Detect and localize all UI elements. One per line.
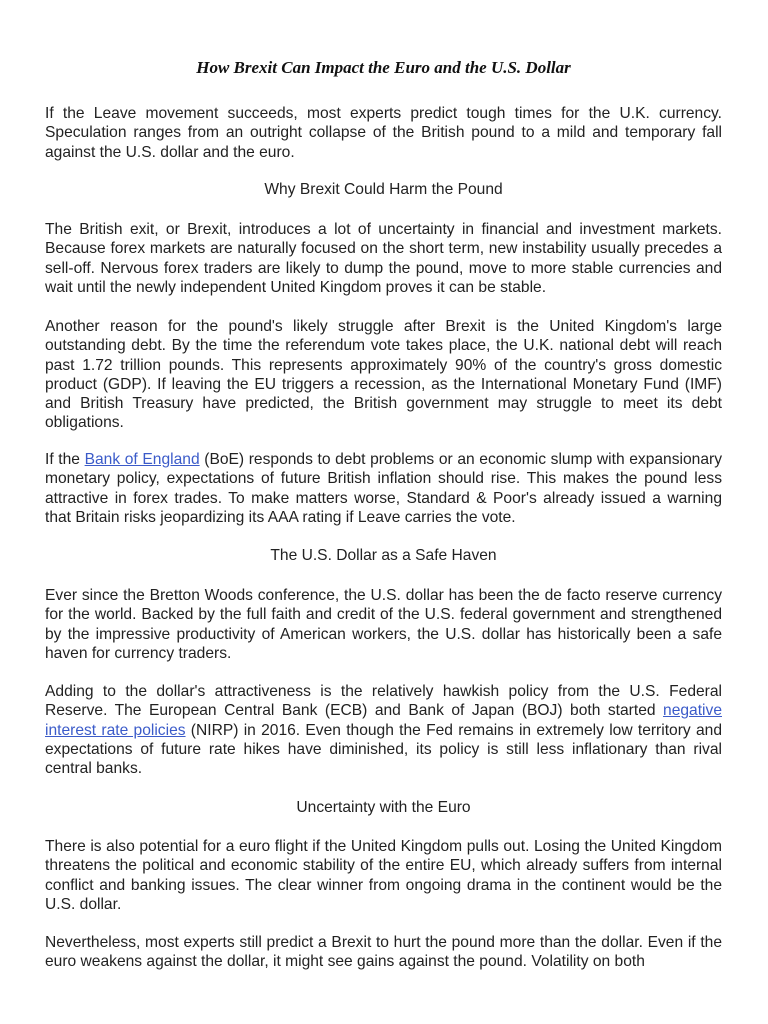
paragraph-brexit-uncertainty: The British exit, or Brexit, introduces a lot of uncertainty in financial and investment markets. Because forex markets are naturally focused on the short term, new instability usually precedes a sell-off. Nervous forex traders are likely to dump the pound, move to more stable currencies and wait until the newly independent United Kingdom proves it can be stable. <box>45 221 722 296</box>
boe-text-after: (BoE) responds to debt problems or an economic slump with expansionary monetary policy, expectations of future British inflation should rise. This makes the pound less attractive in forex trades. To make matters worse, Standard & Poor's already issued a warning that Britain risks jeopardizing its AAA rating if Leave carries the vote. <box>45 451 722 526</box>
document-title: How Brexit Can Impact the Euro and the U.S. Dollar <box>196 58 571 77</box>
paragraph-boe <box>45 450 722 527</box>
fed-text-after: (NIRP) in 2016. Even though the Fed remains in extremely low territory and expectations of future rate hikes have diminished, its policy is still less inflationary than rival central banks. <box>45 721 722 778</box>
section-heading-pound: Why Brexit Could Harm the Pound <box>264 181 503 198</box>
section-heading-euro: Uncertainty with the Euro <box>296 799 471 816</box>
paragraph-fed-policy <box>45 682 722 778</box>
bank-of-england-link[interactable]: Bank of England <box>84 451 200 468</box>
paragraph-bretton-woods: Ever since the Bretton Woods conference, the U.S. dollar has been the de facto reserve currency for the world. Backed by the full faith and credit of the U.S. federal government and strengthened by the impressive productivity of American workers, the U.S. dollar has historically been a safe haven for currency traders. <box>45 587 722 662</box>
fed-text-before: Adding to the dollar's attractiveness is the relatively hawkish policy from the U.S. Federal Reserve. The European Central Bank (ECB) and Bank of Japan (BOJ) both started <box>45 683 722 720</box>
paragraph-euro-flight: There is also potential for a euro flight if the United Kingdom pulls out. Losing the United Kingdom threatens the political and economic stability of the entire EU, which already suffers from internal conflict and banking issues. The clear winner from ongoing drama in the continent would be the U.S. dollar. <box>45 838 722 913</box>
paragraph-nevertheless: Nevertheless, most experts still predict a Brexit to hurt the pound more than the dollar. Even if the euro weakens against the dollar, it might see gains against the pound. Volatility on both <box>45 934 722 971</box>
paragraph-uk-debt: Another reason for the pound's likely struggle after Brexit is the United Kingdom's large outstanding debt. By the time the referendum vote takes place, the U.K. national debt will reach past 1.72 trillion pounds. This represents approximately 90% of the country's gross domestic product (GDP). If leaving the EU triggers a recession, as the International Monetary Fund (IMF) and British Treasury have predicted, the British government may struggle to meet its debt obligations. <box>45 318 722 432</box>
intro-paragraph: If the Leave movement succeeds, most experts predict tough times for the U.K. currency. Speculation ranges from an outright collapse of the British pound to a mild and temporary fall against the U.S. dollar and the euro. <box>45 105 722 161</box>
boe-text-before: If the <box>45 451 85 468</box>
nirp-link[interactable]: negative interest rate policies <box>45 702 722 739</box>
section-heading-dollar: The U.S. Dollar as a Safe Haven <box>270 547 497 564</box>
